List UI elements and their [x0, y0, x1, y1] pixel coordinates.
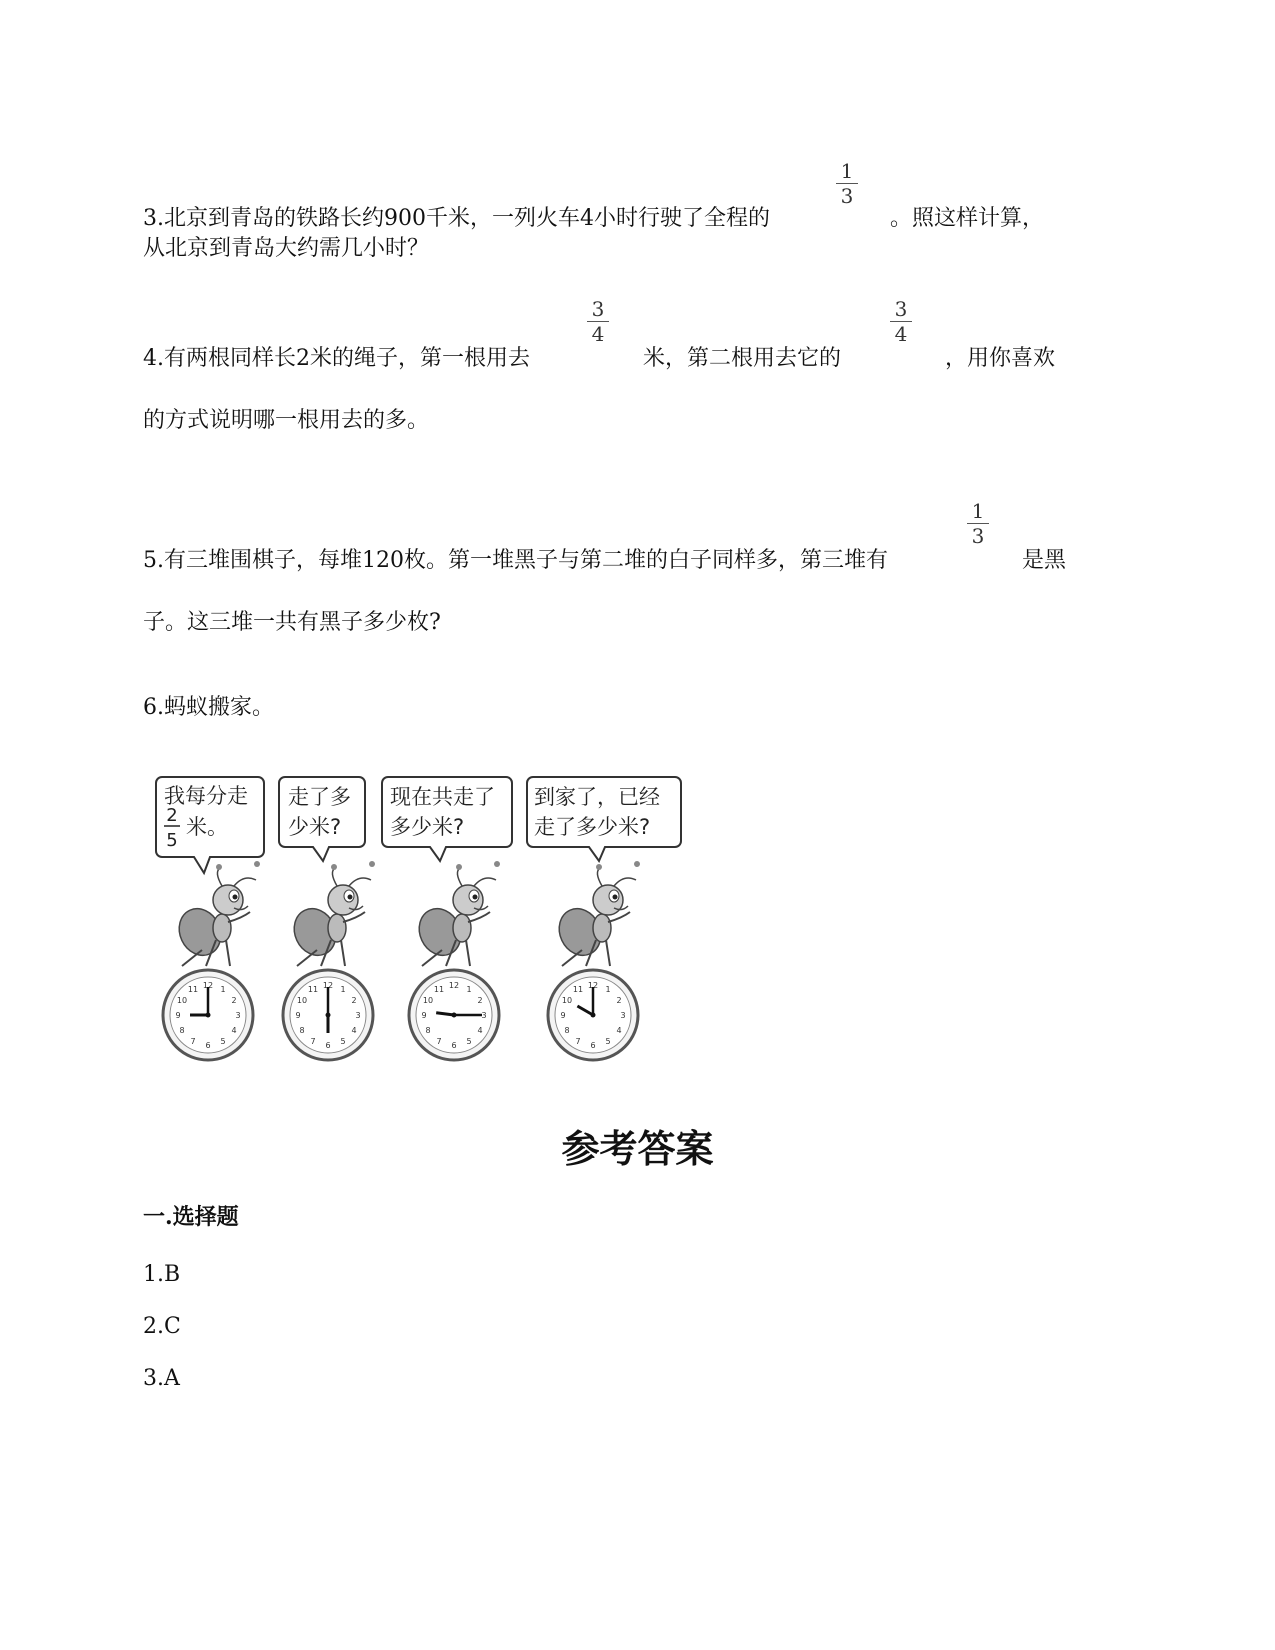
q3-line1-part-a: 3.北京到青岛的铁路长约900千米，一列火车4小时行驶了全程的 — [143, 206, 770, 231]
bubble-1-line1: 我每分走 — [164, 784, 248, 808]
clock-numeral: 7 — [190, 1037, 196, 1046]
clock-numeral: 12 — [587, 981, 599, 990]
clock-numeral: 2 — [616, 996, 622, 1005]
answers-heading: 参考答案 — [561, 1126, 714, 1171]
bubble-1-line2: 米。 — [186, 815, 228, 839]
clock-numeral: 8 — [299, 1026, 305, 1035]
clock-numeral: 2 — [351, 996, 357, 1005]
clock-numeral: 4 — [616, 1026, 622, 1035]
clock-numeral: 11 — [307, 985, 319, 994]
q3-line1-part-b: 。照这样计算， — [890, 206, 1045, 231]
clock-numeral: 5 — [340, 1037, 346, 1046]
q6-title: 6.蚂蚁搬家。 — [143, 695, 274, 720]
clock-numeral: 5 — [466, 1037, 472, 1046]
clock-numeral: 8 — [425, 1026, 431, 1035]
fraction-denominator: 4 — [591, 322, 605, 346]
speech-bubble-1 — [156, 777, 264, 873]
clock-numeral: 11 — [572, 985, 584, 994]
clock-center — [206, 1013, 211, 1018]
bubble-2-line1: 走了多 — [288, 785, 351, 809]
bubble-2-line2: 少米? — [288, 815, 342, 839]
clock-numeral: 1 — [605, 985, 611, 994]
clock-1 — [163, 970, 253, 1060]
clock-numeral: 1 — [220, 985, 226, 994]
fraction-q4-second — [886, 298, 916, 345]
clock-4 — [548, 970, 638, 1060]
q3-line2: 从北京到青岛大约需几小时？ — [143, 236, 430, 261]
clock-numeral: 9 — [560, 1011, 566, 1020]
clock-numeral: 7 — [575, 1037, 581, 1046]
clock-numeral: 12 — [322, 981, 334, 990]
bubble-1-frac-num: 2 — [166, 805, 178, 826]
clock-numeral: 6 — [325, 1041, 331, 1050]
clock-numeral: 3 — [235, 1011, 241, 1020]
clock-numeral: 6 — [205, 1041, 211, 1050]
clock-numeral: 2 — [231, 996, 237, 1005]
answer-item-1: 1.B — [143, 1262, 181, 1287]
section-choice-questions: 一.选择题 — [143, 1204, 239, 1230]
speech-bubble-2 — [279, 777, 365, 861]
ant-2 — [287, 861, 375, 966]
answer-item-3: 3.A — [143, 1366, 180, 1391]
clock-numeral: 4 — [351, 1026, 357, 1035]
fraction-q4-first — [583, 298, 613, 345]
clock-numeral: 11 — [187, 985, 199, 994]
clock-numeral: 3 — [620, 1011, 626, 1020]
q4-line1-part-a: 4.有两根同样长2米的绳子，第一根用去 — [143, 346, 530, 371]
clock-numeral: 5 — [220, 1037, 226, 1046]
q5-line2: 子。这三堆一共有黑子多少枚? — [143, 610, 441, 635]
speech-bubble-4 — [527, 777, 681, 861]
bubble-4-line2: 走了多少米? — [534, 815, 651, 839]
q5-line1-part-b: 是黑 — [1022, 548, 1067, 573]
fraction-numerator: 1 — [971, 499, 985, 523]
clock-numeral: 8 — [179, 1026, 185, 1035]
q5-line1-part-a: 5.有三堆围棋子，每堆120枚。第一堆黑子与第二堆的白子同样多，第三堆有 — [143, 548, 888, 573]
ant-3 — [412, 861, 500, 966]
speech-bubble-3 — [382, 777, 512, 861]
fraction-denominator: 4 — [894, 322, 908, 346]
fraction-numerator: 3 — [591, 297, 605, 321]
clock-numeral: 10 — [561, 996, 573, 1005]
clocks — [163, 970, 638, 1060]
clock-numeral: 1 — [340, 985, 346, 994]
clock-2 — [283, 970, 373, 1060]
clock-numeral: 5 — [605, 1037, 611, 1046]
q4-line1-part-c: ，用你喜欢 — [945, 346, 1056, 371]
clock-numeral: 10 — [176, 996, 188, 1005]
clock-center — [452, 1013, 457, 1018]
clock-numeral: 8 — [564, 1026, 570, 1035]
ant-illustration — [150, 770, 690, 1070]
ant-4 — [552, 861, 640, 966]
fraction-q3 — [832, 160, 862, 207]
q4-line1-part-b: 米，第二根用去它的 — [643, 346, 842, 371]
clock-numeral: 4 — [231, 1026, 237, 1035]
bubble-3-line1: 现在共走了 — [390, 785, 495, 809]
fraction-numerator: 3 — [894, 297, 908, 321]
ant-1 — [172, 861, 260, 966]
answer-item-2: 2.C — [143, 1314, 181, 1339]
clock-numeral: 10 — [422, 996, 434, 1005]
clock-center — [591, 1013, 596, 1018]
clock-numeral: 6 — [590, 1041, 596, 1050]
fraction-denominator: 3 — [840, 184, 854, 208]
bubble-1-frac-den: 5 — [166, 830, 178, 851]
clock-numeral: 3 — [481, 1011, 487, 1020]
clock-3 — [409, 970, 499, 1060]
clock-numeral: 4 — [477, 1026, 483, 1035]
q4-line2: 的方式说明哪一根用去的多。 — [143, 408, 430, 433]
clock-numeral: 11 — [433, 985, 445, 994]
clock-numeral: 12 — [202, 981, 214, 990]
fraction-numerator: 1 — [840, 159, 854, 183]
clock-numeral: 2 — [477, 996, 483, 1005]
bubble-3-line2: 多少米? — [390, 815, 465, 839]
clock-numeral: 12 — [448, 981, 460, 990]
clock-numeral: 10 — [296, 996, 308, 1005]
clock-center — [326, 1013, 331, 1018]
clock-numeral: 7 — [310, 1037, 316, 1046]
clock-numeral: 9 — [421, 1011, 427, 1020]
clock-numeral: 9 — [175, 1011, 181, 1020]
clock-numeral: 7 — [436, 1037, 442, 1046]
clock-numeral: 1 — [466, 985, 472, 994]
fraction-q5 — [963, 500, 993, 547]
fraction-denominator: 3 — [971, 524, 985, 548]
clock-numeral: 3 — [355, 1011, 361, 1020]
clock-numeral: 6 — [451, 1041, 457, 1050]
clock-numeral: 9 — [295, 1011, 301, 1020]
bubble-4-line1: 到家了，已经 — [534, 785, 660, 809]
